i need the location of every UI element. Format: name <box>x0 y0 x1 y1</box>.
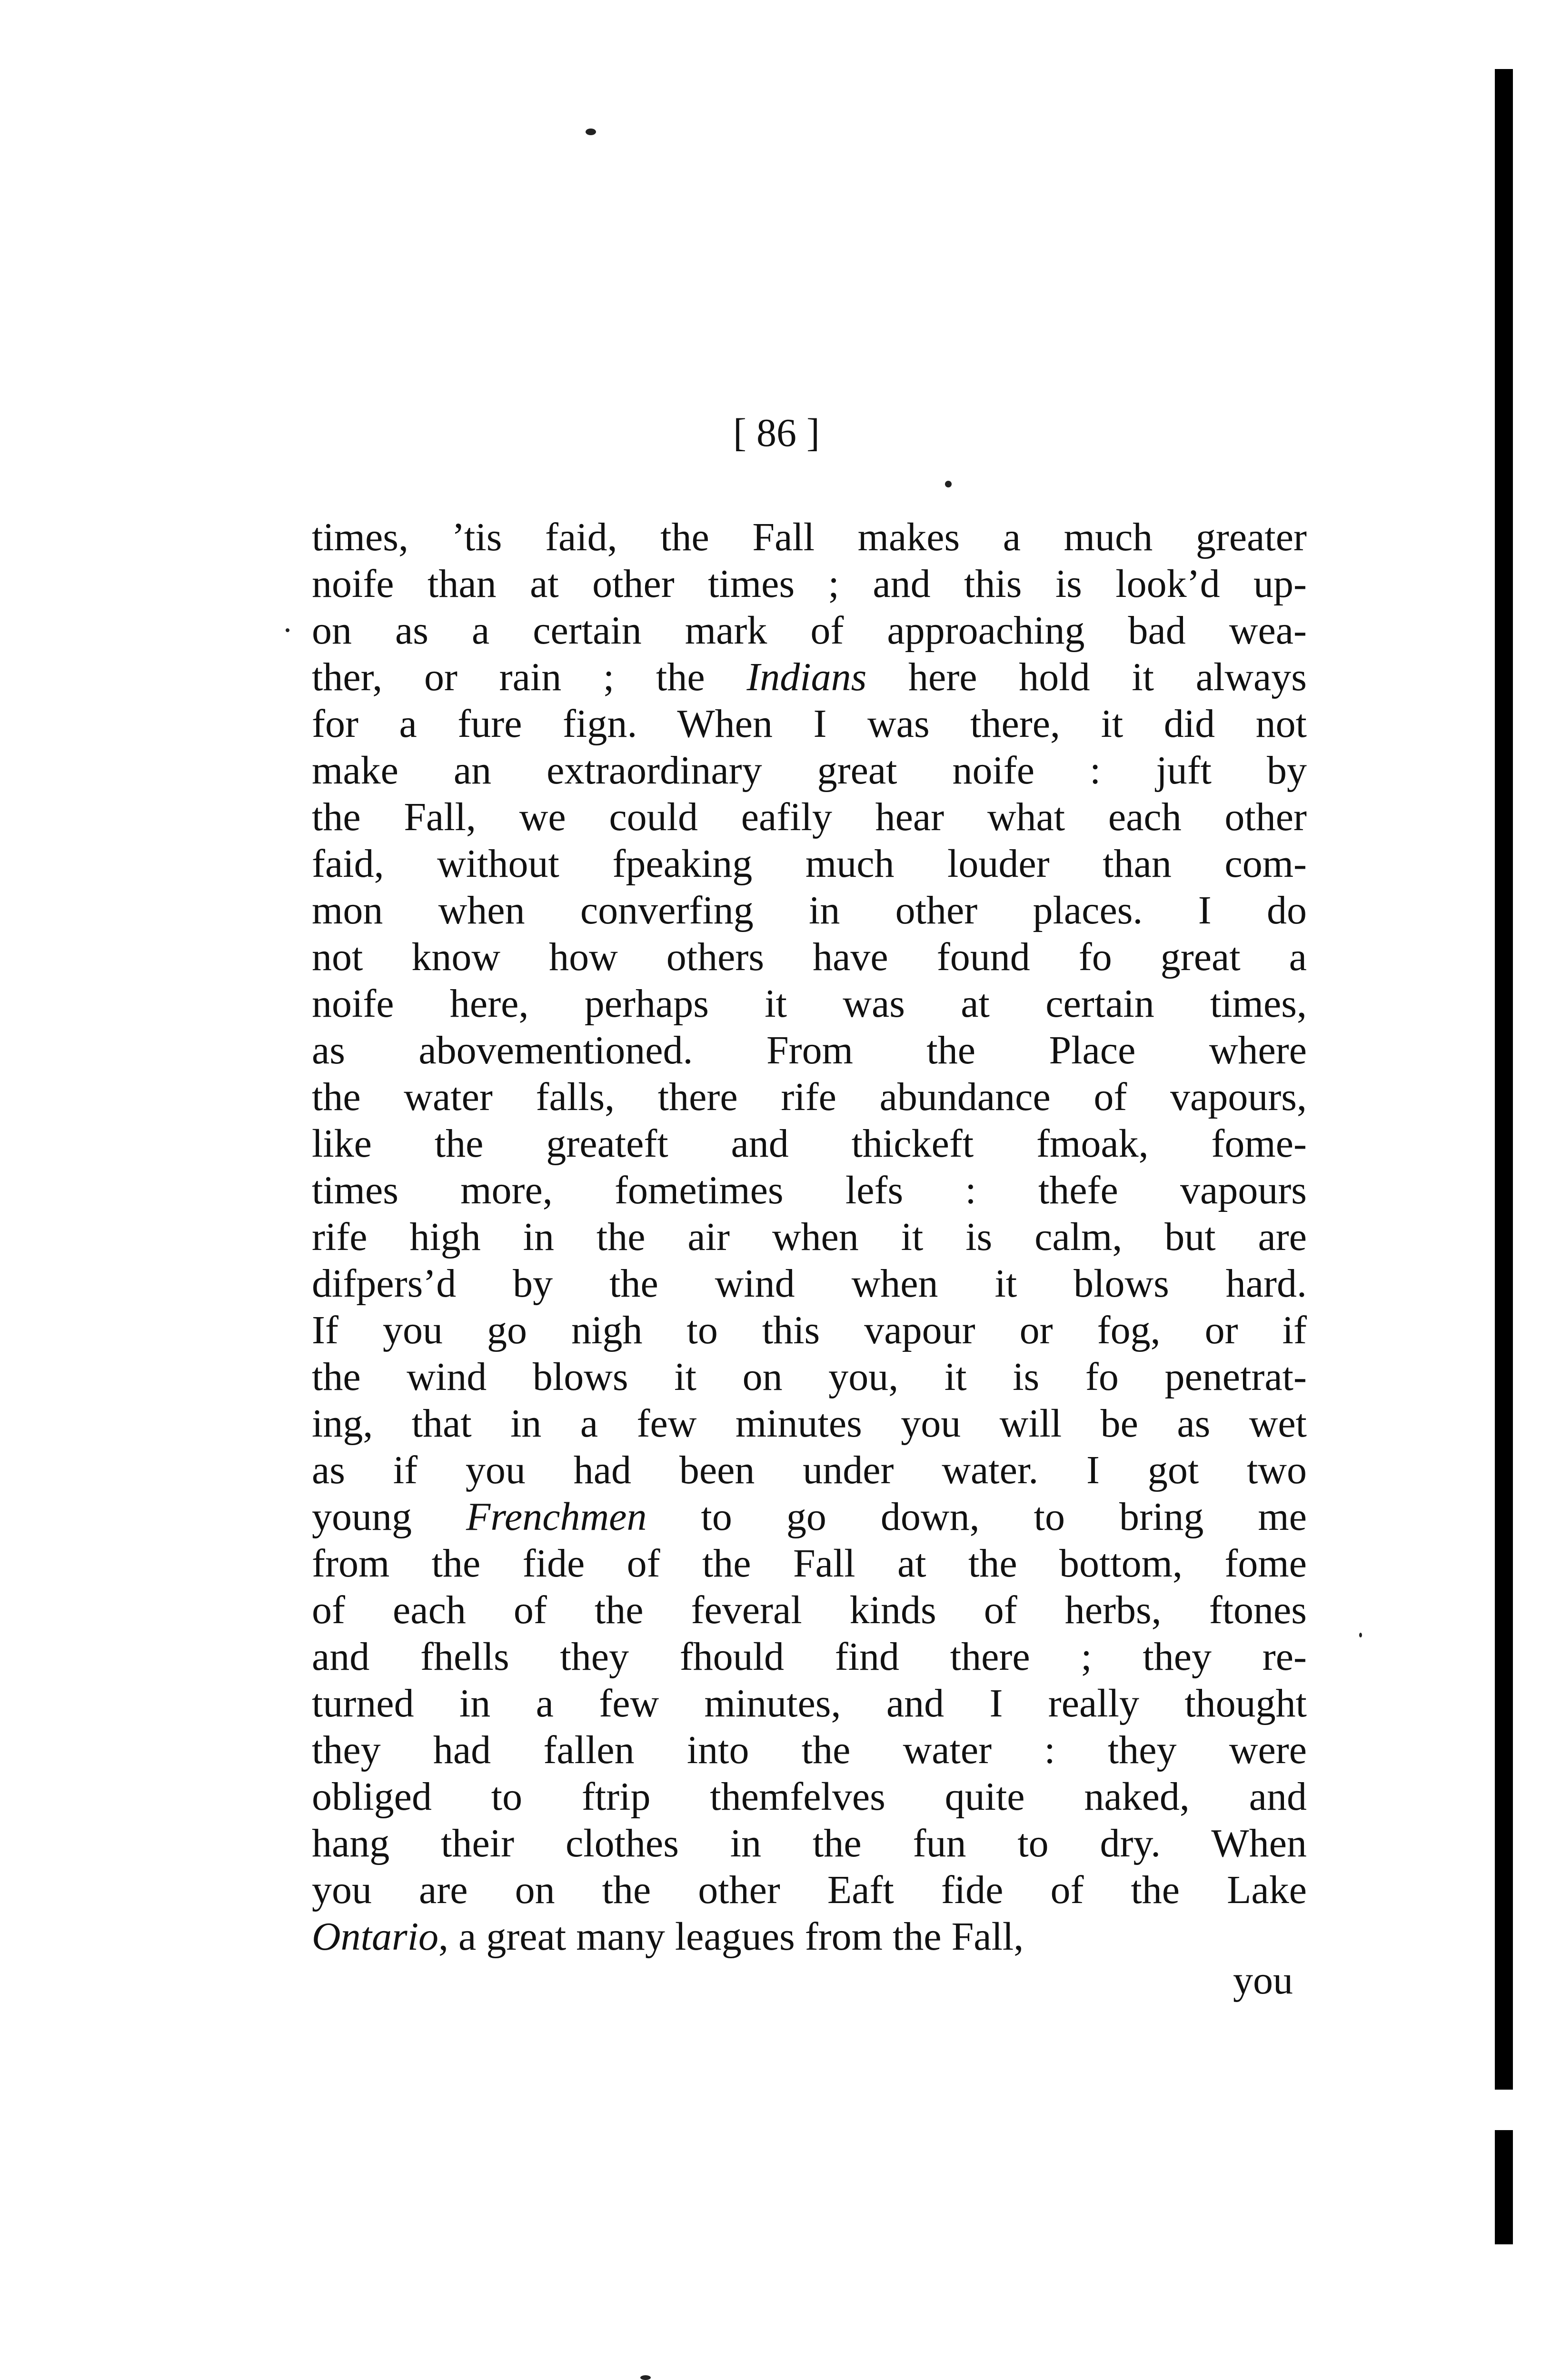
line-text: for a fure fign. When I was there, it did not <box>312 702 1307 746</box>
catchword: you <box>1233 1958 1293 2003</box>
text-line <box>312 514 1307 561</box>
line-text: hang their clothes in the fun to dry. When <box>312 1821 1307 1865</box>
line-text: faid, without fpeaking much louder than com- <box>312 842 1307 886</box>
line-text: difpers’d by the wind when it blows hard. <box>312 1261 1307 1306</box>
line-text: make an extraordinary great noife : juft by <box>312 748 1307 793</box>
text-line <box>312 1820 1307 1867</box>
line-text: the Fall, we could eafily hear what each other <box>312 795 1307 839</box>
line-text: rife high in the air when it is calm, but are <box>312 1215 1307 1259</box>
line-text: from the fide of the Fall at the bottom, fome <box>312 1541 1307 1586</box>
italic-name: Frenchmen <box>466 1495 647 1539</box>
body-text <box>312 514 1307 1960</box>
line-text: noife here, perhaps it was at certain times, <box>312 982 1307 1026</box>
line-text: the water falls, there rife abundance of vapours, <box>312 1075 1307 1119</box>
line-text: not know how others have found fo great a <box>312 935 1307 979</box>
text-line <box>312 747 1307 794</box>
line-text: as if you had been under water. I got two <box>312 1448 1307 1492</box>
text-line <box>312 1914 1307 1960</box>
text-line <box>312 561 1307 607</box>
text-line <box>312 981 1307 1027</box>
text-line <box>312 1260 1307 1307</box>
text-line <box>312 1494 1307 1540</box>
scan-speck <box>945 481 952 487</box>
line-text: times, ’tis faid, the Fall makes a much greater <box>312 515 1307 559</box>
line-text: here hold it always <box>866 655 1307 699</box>
line-text: If you go nigh to this vapour or fog, or if <box>312 1308 1307 1352</box>
line-text: young <box>312 1495 467 1539</box>
line-text: , a great many leagues from the Fall, <box>438 1914 1024 1959</box>
text-line <box>312 1727 1307 1774</box>
text-line <box>312 1774 1307 1820</box>
scan-edge-bar <box>1495 69 1513 2090</box>
italic-name: Indians <box>746 655 867 699</box>
line-text: noife than at other times ; and this is look’d up- <box>312 562 1307 606</box>
scan-speck <box>1359 1633 1362 1637</box>
text-line <box>312 701 1307 747</box>
line-text: like the greateft and thickeft fmoak, fome- <box>312 1121 1307 1166</box>
text-line <box>312 1634 1307 1680</box>
text-line <box>312 1167 1307 1214</box>
scan-edge-bar <box>1495 2130 1513 2244</box>
line-text: the wind blows it on you, it is fo penetrat- <box>312 1355 1307 1399</box>
line-text: of each of the feveral kinds of herbs, ftones <box>312 1588 1307 1632</box>
text-line <box>312 841 1307 887</box>
page-number: [ 86 ] <box>733 411 820 455</box>
text-line <box>312 1121 1307 1167</box>
line-text: ing, that in a few minutes you will be as wet <box>312 1401 1307 1446</box>
text-line <box>312 1447 1307 1494</box>
line-text: times more, fometimes lefs : thefe vapours <box>312 1168 1307 1212</box>
text-line <box>312 934 1307 981</box>
line-text: and fhells they fhould find there ; they re- <box>312 1635 1307 1679</box>
text-line <box>312 794 1307 841</box>
line-text: mon when converfing in other places. I do <box>312 888 1307 932</box>
line-text: they had fallen into the water : they were <box>312 1728 1307 1772</box>
scan-speck <box>586 129 596 135</box>
text-line <box>312 887 1307 934</box>
line-text: you are on the other Eaft fide of the Lake <box>312 1868 1307 1912</box>
text-line <box>312 607 1307 654</box>
scan-speck <box>286 628 289 632</box>
line-text: as abovementioned. From the Place where <box>312 1028 1307 1072</box>
text-line <box>312 654 1307 701</box>
text-line <box>312 1074 1307 1121</box>
line-text: turned in a few minutes, and I really thought <box>312 1681 1307 1726</box>
line-text: obliged to ftrip themfelves quite naked, and <box>312 1775 1307 1819</box>
text-line <box>312 1867 1307 1914</box>
scan-speck <box>640 2375 651 2380</box>
line-text: ther, or rain ; the <box>312 655 747 699</box>
text-line <box>312 1400 1307 1447</box>
text-line <box>312 1214 1307 1260</box>
text-line <box>312 1540 1307 1587</box>
text-line <box>312 1680 1307 1727</box>
text-line <box>312 1027 1307 1074</box>
italic-name: Ontario <box>312 1914 439 1959</box>
line-text: to go down, to bring me <box>646 1495 1307 1539</box>
text-line <box>312 1307 1307 1354</box>
text-line <box>312 1587 1307 1634</box>
line-text: on as a certain mark of approaching bad wea- <box>312 608 1307 653</box>
text-line <box>312 1354 1307 1400</box>
